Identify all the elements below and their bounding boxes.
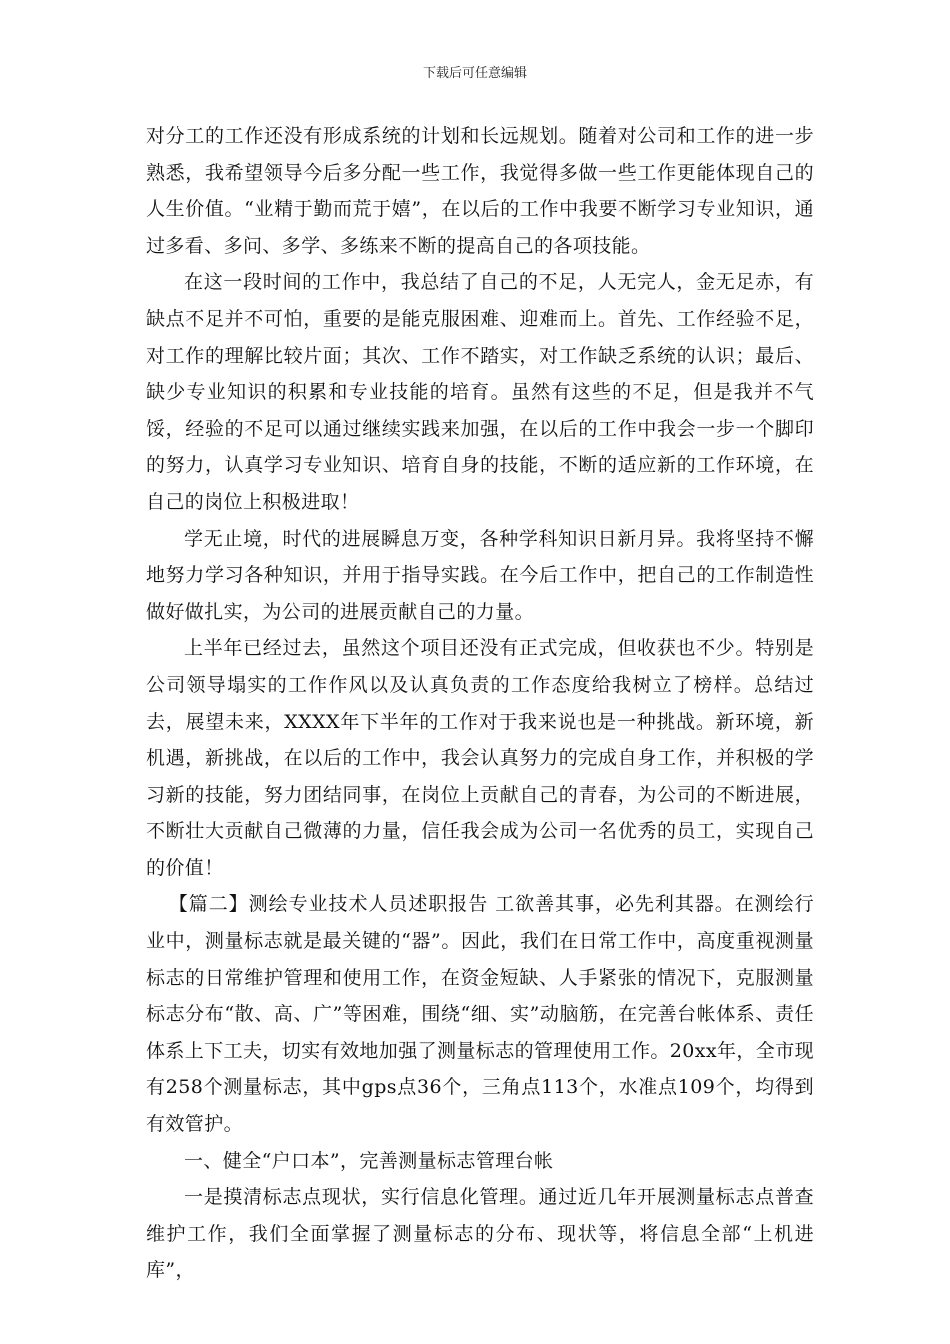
paragraph-shortcomings: 在这一段时间的工作中，我总结了自己的不足，人无完人，金无足赤，有缺点不足并不可怕，重要的是能克服困难、迎难而上。首先、工作经验不足，对工作的理解比较片面；其次、工作不踏实，对工作缺乏系统的认识；最后、缺少专业知识的积累和专业技能的培育。虽然有这些的不足，但是我并不气馁，经验的不足可以通过继续实践来加强，在以后的工作中我会一步一个脚印的努力，认真学习专业知识、培育自身的技能，不断的适应新的工作环境，在自己的岗位上积极进取！ [146, 271, 814, 513]
paragraph-learning: 学无止境，时代的进展瞬息万变，各种学科知识日新月异。我将坚持不懈地努力学习各种知识，并用于指导实践。在今后工作中，把自己的工作制造性做好做扎实，为公司的进展贡献自己的力量。 [146, 527, 814, 623]
paragraph-part-two: 【篇二】测绘专业技术人员述职报告 工欲善其事，必先利其器。在测绘行业中，测量标志就是最关键的“器”。因此，我们在日常工作中，高度重视测量标志的日常维护管理和使用工作，在资金短缺、人手紧张的情况下，克服测量标志分布“散、高、广”等困难，围绕“细、实”动脑筋，在完善台帐体系、责任体系上下工夫，切实有效地加强了测量标志的管理使用工作。20xx年，全市现有258个测量标志，其中gps点36个，三角点113个，水准点109个，均得到有效管护。 [146, 893, 815, 1136]
paragraph-half-year-summary: 上半年已经过去，虽然这个项目还没有正式完成，但收获也不少。特别是公司领导塌实的工作作风以及认真负责的工作态度给我树立了榜样。总结过去，展望未来，XXXX年下半年的工作对于我来说也是一种挑战。新环境，新机遇，新挑战，在以后的工作中，我会认真努力的完成自身工作，并积极的学习新的技能，努力团结同事，在岗位上贡献自己的青春，为公司的不断进展，不断壮大贡献自己微薄的力量，信任我会成为公司一名优秀的员工，实现自己的价值！ [146, 637, 814, 879]
document-body [146, 118, 814, 1289]
page-header: 下载后可任意编辑 [422, 66, 527, 81]
paragraph-survey-marks: 一是摸清标志点现状，实行信息化管理。通过近几年开展测量标志点普查维护工作，我们全面掌握了测量标志的分布、现状等，将信息全部“上机进库”， [146, 1186, 814, 1282]
paragraph-continuation: 对分工的工作还没有形成系统的计划和长远规划。随着对公司和工作的进一步熟悉，我希望领导今后多分配一些工作，我觉得多做一些工作更能体现自己的人生价值。“业精于勤而荒于嬉”，在以后的工作中我要不断学习专业知识，通过多看、多问、多学、多练来不断的提高自己的各项技能。 [146, 125, 814, 257]
section-heading-1: 一、健全“户口本”，完善测量标志管理台帐 [184, 1149, 554, 1172]
